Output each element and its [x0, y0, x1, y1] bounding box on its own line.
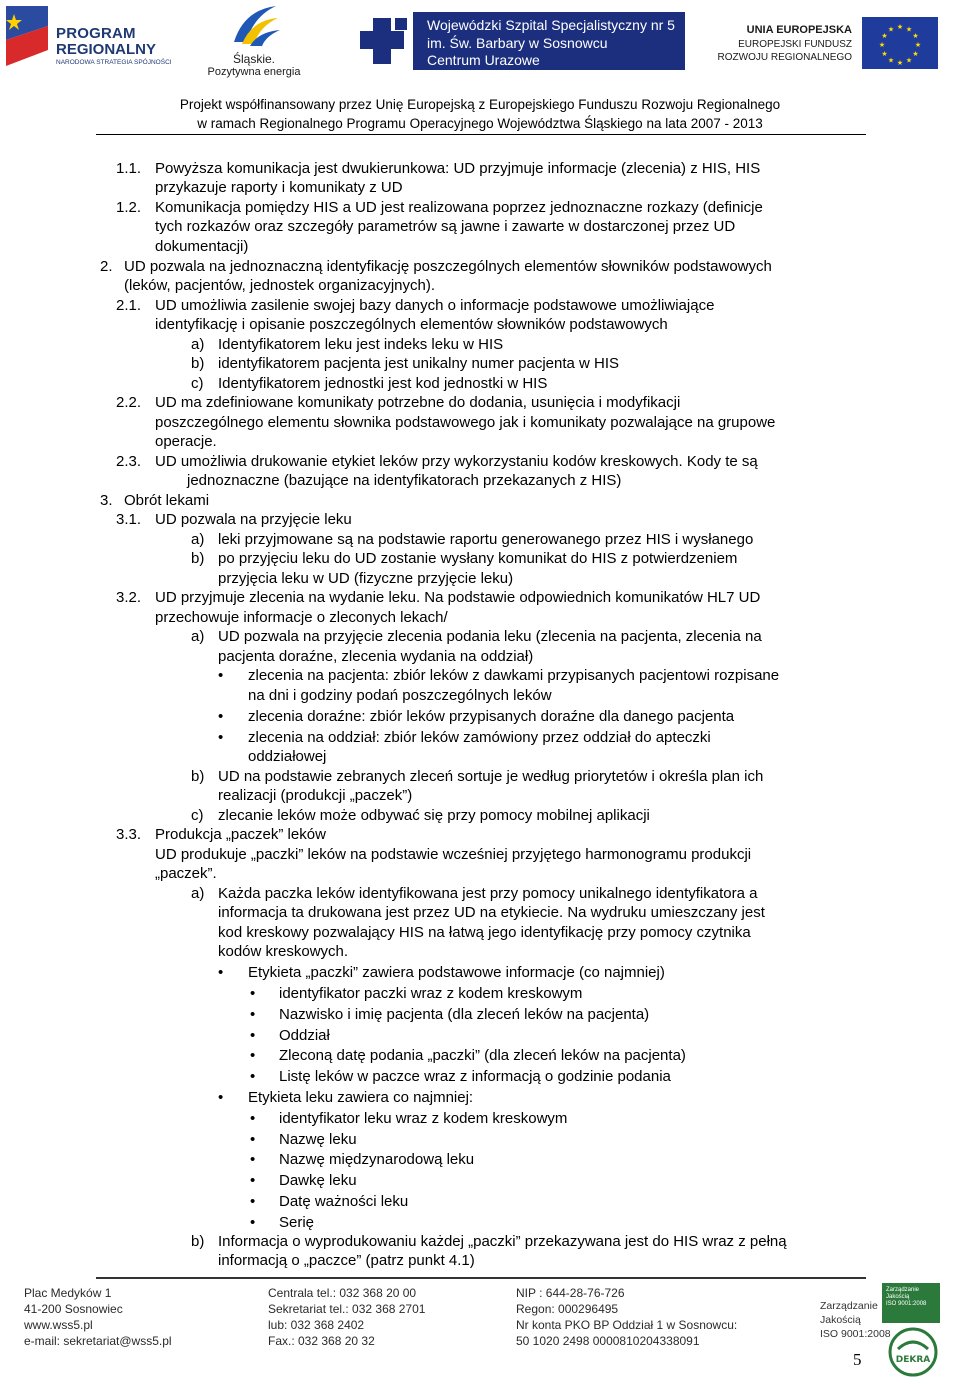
svg-text:★: ★ [896, 59, 904, 67]
item-letter: a) [191, 336, 205, 353]
footer-company-ids [516, 1285, 737, 1349]
badge-line: Jakością [886, 1294, 910, 1300]
text-line: Nazwisko i imię pacjenta (dla zleceń leków na pacjenta) [279, 1006, 650, 1023]
program-line2: REGIONALNY [56, 41, 157, 58]
bullet-icon: • [250, 1172, 256, 1189]
bullet-icon: • [250, 985, 256, 1002]
item-number: 1.1. [116, 160, 142, 177]
text-line: identyfikator leku wraz z kodem kreskowym [279, 1110, 568, 1127]
item-number: 2.1. [116, 297, 142, 314]
text-line: UD pozwala na przyjęcie zlecenia podania leku (zlecenia na pacjenta, zlecenia na [218, 628, 762, 645]
page-number: 5 [853, 1350, 862, 1369]
item-letter: b) [191, 550, 205, 567]
svg-text:★: ★ [887, 25, 895, 34]
text-line: jednoznaczne (bazujące na identyfikatorach przekazanych z HIS) [187, 472, 622, 489]
item-number: 3.1. [116, 511, 142, 528]
footer-city: 41-200 Sosnowiec [24, 1302, 123, 1316]
text-line: UD umożliwia zasilenie swojej bazy danych o informacje podstawowe umożliwiające [155, 297, 715, 314]
bullet-icon: • [218, 729, 224, 746]
hospital-name-line1: Wojewódzki Szpital Specjalistyczny nr 5 [427, 17, 675, 33]
header-divider [96, 134, 866, 135]
text-line: Produkcja „paczek” leków [155, 826, 326, 843]
text-line: dokumentacji) [155, 238, 249, 255]
text-line: operacje. [155, 433, 217, 450]
bullet-icon: • [250, 1193, 256, 1210]
footer-divider [96, 1277, 866, 1279]
text-line: UD pozwala na jednoznaczną identyfikację poszczególnych elementów słowników podstawowych [124, 258, 772, 275]
svg-text:★: ★ [887, 56, 895, 65]
item-letter: a) [191, 628, 205, 645]
bullet-icon: • [218, 964, 224, 981]
bullet-icon: • [250, 1006, 256, 1023]
eu-line3: ROZWOJU REGIONALNEGO [717, 52, 852, 63]
footer-fax: Fax.: 032 368 20 32 [268, 1334, 375, 1348]
eu-flag-icon [862, 17, 938, 69]
hospital-name-line3: Centrum Urazowe [427, 52, 540, 68]
slaskie-name: Śląskie. [232, 52, 276, 66]
footer-phone-central: Centrala tel.: 032 368 20 00 [268, 1286, 417, 1300]
slaskie-tagline: Pozytywna energia [207, 66, 301, 78]
text-line: na dni i godziny podań poszczególnych leków [248, 687, 552, 704]
text-line: UD produkuje „paczki” leków na podstawie wcześniej przyjętego harmonogramu produkcji [155, 846, 752, 863]
text-line: Datę ważności leku [279, 1193, 409, 1210]
text-line: identyfikatorem pacjenta jest unikalny numer pacjenta w HIS [218, 355, 620, 372]
footer-phone-alt: lub: 032 368 2402 [268, 1318, 365, 1332]
bullet-icon: • [250, 1068, 256, 1085]
footer-nip: NIP : 644-28-76-726 [516, 1286, 625, 1300]
text-line: zlecenia na pacjenta: zbiór leków z dawkami przypisanych pacjentowi rozpisane [248, 667, 780, 684]
hospital-name-line2: im. Św. Barbary w Sosnowcu [427, 35, 608, 51]
svg-text:★: ★ [881, 50, 888, 58]
svg-text:★: ★ [905, 56, 913, 65]
bullet-icon: • [218, 708, 224, 725]
text-line: Każda paczka leków identyfikowana jest przy pomocy unikalnego identyfikatora a [218, 885, 758, 902]
item-number: 2. [100, 258, 113, 275]
item-letter: b) [191, 355, 205, 372]
footer-street: Plac Medyków 1 [24, 1286, 112, 1300]
text-line: realizacji (produkcji „paczek”) [218, 787, 413, 804]
text-line: identyfikację i opisanie poszczególnych elementów słowników podstawowych [155, 316, 668, 333]
text-line: przykazuje raporty i komunikaty z UD [155, 179, 403, 196]
text-line: poszczególnego elementu słownika podstawowego jak i komunikaty pozwalające na grupowe [155, 414, 776, 431]
text-line: Dawkę leku [279, 1172, 357, 1189]
text-line: Nazwę międzynarodową leku [279, 1151, 475, 1168]
text-line: Identyfikatorem leku jest indeks leku w HIS [218, 336, 504, 353]
text-line: identyfikator paczki wraz z kodem kreskowym [279, 985, 583, 1002]
footer-phone-secretariat: Sekretariat tel.: 032 368 2701 [268, 1302, 426, 1316]
project-cofinance-line1: Projekt współfinansowany przez Unię Europejską z Europejskiego Funduszu Rozwoju Regionalnego [179, 97, 781, 112]
section-heading: Obrót lekami [124, 492, 210, 509]
eu-logo [717, 17, 938, 71]
footer-bank-account: 50 1020 2498 0000810204338091 [516, 1334, 700, 1348]
svg-text:★: ★ [878, 41, 886, 49]
footer-email-link[interactable]: e-mail: sekretariat@wss5.pl [24, 1334, 172, 1348]
text-line: Zleconą datę podania „paczki” (dla zleceń leków na pacjenta) [279, 1047, 686, 1064]
svg-text:★: ★ [881, 32, 888, 40]
item-number: 3.3. [116, 826, 142, 843]
footer-website-link[interactable]: www.wss5.pl [24, 1318, 93, 1332]
text-line: przyjęcia leku w UD (fizyczne przyjęcie leku) [218, 570, 514, 587]
item-letter: c) [191, 375, 204, 392]
text-line: Listę leków w paczce wraz z informacją o godzinie podania [279, 1068, 671, 1085]
text-line: Etykieta „paczki” zawiera podstawowe informacje (co najmniej) [248, 964, 665, 981]
bullet-icon: • [250, 1214, 256, 1231]
item-number: 2.3. [116, 453, 142, 470]
text-line: Etykieta leku zawiera co najmniej: [248, 1089, 474, 1106]
item-letter: b) [191, 1233, 205, 1250]
project-cofinance-line2: w ramach Regionalnego Programu Operacyjnego Województwa Śląskiego na lata 2007 - 2013 [197, 116, 763, 131]
slaskie-sun-icon [224, 2, 282, 50]
cert-line: Zarządzanie [820, 1300, 878, 1312]
text-line: UD przyjmuje zlecenia na wydanie leku. Na podstawie odpowiednich komunikatów HL7 UD [155, 589, 761, 606]
bullet-icon: • [250, 1110, 256, 1127]
bullet-icon: • [250, 1027, 256, 1044]
program-line1: PROGRAM [56, 25, 136, 42]
item-letter: c) [191, 807, 204, 824]
text-line: informacja ta drukowana jest przez UD na etykiecie. Na wydruku umieszczany jest [218, 904, 765, 921]
text-line: UD ma zdefiniowane komunikaty potrzebne do dodania, usunięcia i modyfikacji [155, 394, 681, 411]
page-footer [0, 1277, 960, 1384]
text-line: UD umożliwia drukowanie etykiet leków przy wykorzystaniu kodów kreskowych. Kody te są [155, 453, 758, 470]
text-line: zlecenia doraźne: zbiór leków przypisanych doraźne dla danego pacjenta [248, 708, 735, 725]
bullet-icon: • [250, 1151, 256, 1168]
badge-line: Zarządzanie [886, 1287, 920, 1293]
item-number: 3. [100, 492, 113, 509]
cert-line: Jakością [820, 1314, 861, 1326]
text-line: kod kreskowy pozwalający HIS na łatwą jego identyfikację przy pomocy czytnika [218, 924, 751, 941]
text-line: UD pozwala na przyjęcie leku [155, 511, 352, 528]
eu-line2: EUROPEJSKI FUNDUSZ [738, 39, 852, 50]
text-line: przechowuje informacje o zleconych lekach/ [155, 609, 448, 626]
text-line: Informacja o wyprodukowaniu każdej „paczki” przekazywana jest do HIS wraz z pełną [218, 1233, 787, 1250]
iso-certificate-text [820, 1299, 891, 1341]
text-line: informacją o „paczce” (patrz punkt 4.1) [218, 1252, 475, 1269]
item-number: 3.2. [116, 589, 142, 606]
item-number: 1.2. [116, 199, 142, 216]
item-letter: a) [191, 531, 205, 548]
program-flag-icon [6, 6, 48, 66]
text-line: Identyfikatorem jednostki jest kod jednostki w HIS [218, 375, 548, 392]
bullet-icon: • [250, 1131, 256, 1148]
cert-line: ISO 9001:2008 [820, 1328, 891, 1340]
hospital-logo [355, 12, 685, 70]
text-line: Powyższa komunikacja jest dwukierunkowa: UD przyjmuje informacje (zlecenia) z HIS, HIS [155, 160, 761, 177]
text-line: tych rozkazów oraz szczegóły parametrów są jawne i zawarte w dostarczonej przez UD [155, 218, 736, 235]
bullet-icon: • [250, 1047, 256, 1064]
text-line: oddziałowej [248, 748, 327, 765]
item-number: 2.2. [116, 394, 142, 411]
text-line: Nazwę leku [279, 1131, 357, 1148]
hospital-cross-icon [355, 12, 413, 70]
text-line: Serię [279, 1214, 315, 1231]
item-letter: b) [191, 768, 205, 785]
text-line: „paczek”. [155, 865, 217, 882]
text-line: zlecanie leków może odbywać się przy pomocy mobilnej aplikacji [218, 807, 650, 824]
page-header [0, 0, 960, 135]
text-line: leki przyjmowane są na podstawie raportu generowanego przez HIS i wysłanego [218, 531, 754, 548]
program-subtitle: NARODOWA STRATEGIA SPÓJNOŚCI [56, 59, 172, 66]
footer-bank-name: Nr konta PKO BP Oddział 1 w Sosnowcu: [516, 1318, 738, 1332]
svg-text:★: ★ [905, 25, 913, 34]
badge-text [886, 1287, 926, 1308]
footer-regon: Regon: 000296495 [516, 1302, 619, 1316]
item-letter: a) [191, 885, 205, 902]
dekra-seal-icon [888, 1327, 938, 1377]
footer-phones [268, 1285, 425, 1349]
text-line: Oddział [279, 1027, 330, 1044]
text-line: (leków, pacjentów, jednostek organizacyjnych). [124, 277, 436, 294]
badge-line: ISO 9001:2008 [886, 1301, 927, 1307]
seal-text: DEKRA [895, 1355, 931, 1365]
quality-badge-icon [882, 1283, 940, 1323]
footer-address [24, 1285, 172, 1349]
text-line: zlecenia na oddział: zbiór leków zamówiony przez oddział do apteczki [248, 729, 711, 746]
text-line: pacjenta doraźne, zlecenia wydania na oddział) [218, 648, 534, 665]
text-line: UD na podstawie zebranych zleceń sortuje je według priorytetów i określa plan ich [218, 768, 764, 785]
iso-certificate [816, 1281, 946, 1381]
svg-text:★: ★ [896, 23, 904, 31]
bullet-icon: • [218, 667, 224, 684]
program-regionalny-logo [6, 6, 188, 70]
svg-text:★: ★ [914, 41, 922, 49]
text-line: po przyjęciu leku do UD zostanie wysłany komunikat do HIS z potwierdzeniem [218, 550, 738, 567]
bullet-icon: • [218, 1089, 224, 1106]
text-line: kodów kreskowych. [218, 943, 349, 960]
text-line: Komunikacja pomiędzy HIS a UD jest realizowana poprzez jednoznaczne rozkazy (definicje [155, 199, 763, 216]
svg-text:★: ★ [912, 50, 919, 58]
eu-line1: UNIA EUROPEJSKA [746, 24, 852, 36]
svg-text:★: ★ [912, 32, 919, 40]
slaskie-logo [202, 2, 306, 80]
